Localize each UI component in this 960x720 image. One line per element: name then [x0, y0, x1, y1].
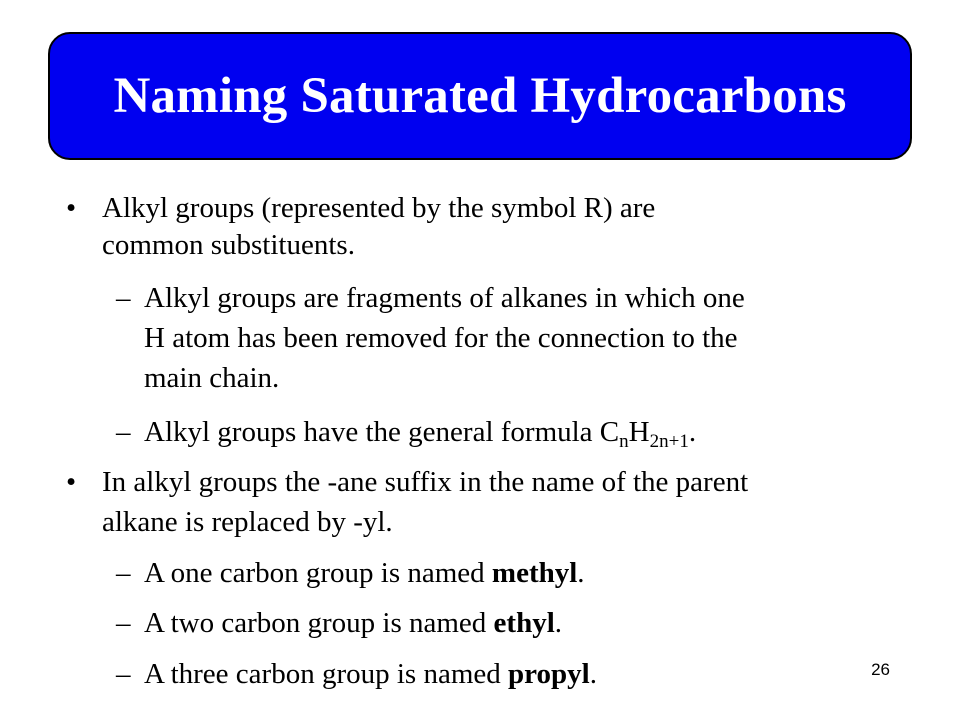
- dash-marker: –: [116, 416, 131, 448]
- sub4-text: A two carbon group is named: [144, 607, 494, 639]
- formula-h: H: [628, 416, 650, 448]
- sub5-line: [144, 654, 597, 694]
- sub3-line: [144, 553, 585, 593]
- sub5-bold-term: propyl: [508, 658, 590, 690]
- page-number: 26: [871, 660, 890, 679]
- sub2-formula-line: [144, 412, 696, 452]
- dash-marker: –: [116, 658, 131, 690]
- sub2-text: Alkyl groups have the general formula C: [144, 416, 620, 448]
- sub4-period: .: [554, 607, 563, 639]
- sub1-line1: Alkyl groups are fragments of alkanes in which one: [144, 282, 745, 314]
- sub3-bold-term: methyl: [491, 557, 578, 589]
- sub4-line: [144, 603, 562, 643]
- bullet-marker: •: [66, 192, 77, 224]
- bullet1-line2: common substituents.: [102, 229, 355, 261]
- formula-period: .: [688, 416, 697, 448]
- dash-marker: –: [116, 607, 131, 639]
- dash-marker: –: [116, 282, 131, 314]
- bullet2-line1: In alkyl groups the -ane suffix in the name of the parent: [102, 466, 749, 498]
- sub3-text: A one carbon group is named: [144, 557, 492, 589]
- sub1-line3: main chain.: [144, 362, 280, 394]
- sub4-bold-term: ethyl: [493, 607, 555, 639]
- sub1-line2: H atom has been removed for the connection to the: [144, 322, 738, 354]
- bullet1-line1: Alkyl groups (represented by the symbol R) are: [102, 192, 656, 224]
- sub5-period: .: [589, 658, 597, 690]
- dash-marker: –: [116, 557, 131, 589]
- formula-subscript-n: n: [619, 431, 629, 452]
- sub5-text: A three carbon group is named: [144, 658, 509, 690]
- sub3-period: .: [577, 557, 585, 589]
- formula-subscript-2n1: 2n+1: [649, 431, 689, 452]
- bullet2-line2: alkane is replaced by -yl.: [102, 506, 393, 538]
- title-banner: [48, 32, 912, 160]
- bullet-marker: •: [66, 466, 77, 498]
- slide-title: Naming Saturated Hydrocarbons: [113, 68, 847, 124]
